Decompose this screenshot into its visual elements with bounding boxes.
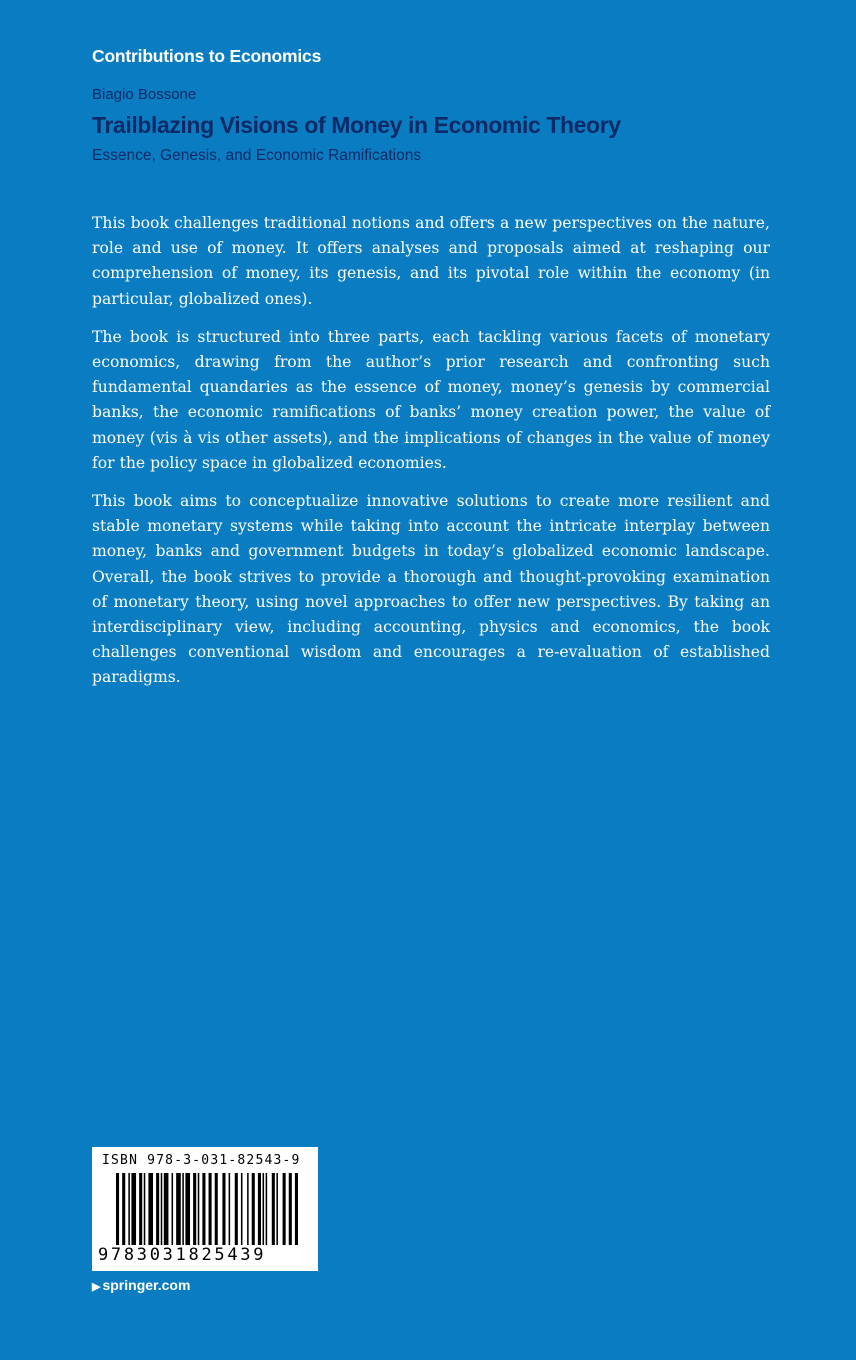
barcode-bar: [193, 1173, 196, 1245]
barcode-bar: [241, 1173, 243, 1245]
blurb-paragraph: This book aims to conceptualize innovative solutions to create more resilient and stable monetary systems while taking into account the intricate interplay between money, banks and government budgets in today’s globalized economic landscape. Overall, the book strives to provide a thorough and thought-provoking examination of monetary theory, using novel approaches to offer new perspectives. By taking an interdisciplinary view, including accounting, physics and economics, the book challenges conventional wisdom and encourages a re-evaluation of established paradigms.: [92, 492, 770, 687]
barcode-bar: [295, 1173, 298, 1245]
barcode-bar: [235, 1173, 238, 1245]
barcode-bar: [116, 1173, 119, 1245]
barcode-bar: [222, 1173, 225, 1245]
author-name: Biagio Bossone: [92, 86, 197, 103]
publisher-link[interactable]: [92, 1277, 190, 1293]
barcode-bar: [172, 1173, 174, 1245]
barcode-bar: [229, 1173, 231, 1245]
blurb-paragraph: The book is structured into three parts, each tackling various facets of monetary economics, drawing from the author’s prior research and confronting such fundamental quandaries as the essence of money, money’s genesis by commercial banks, the economic ramifications of banks’ money creation power, the value of money (vis à vis other assets), and the implications of changes in the value of money for the policy space in globalized economies.: [92, 327, 770, 472]
barcode-bar: [176, 1173, 181, 1245]
series-name: Contributions to Economics: [92, 46, 322, 66]
triangle-right-icon: ▶: [92, 1281, 101, 1293]
barcode-bar: [128, 1173, 130, 1245]
barcode-bar: [139, 1173, 142, 1245]
blurb: [92, 211, 770, 704]
barcode-bar: [258, 1173, 261, 1245]
barcode-bar: [252, 1173, 255, 1245]
barcode-digits: 9783031825439: [98, 1245, 267, 1265]
barcode-bar: [276, 1173, 278, 1245]
barcode-bar: [209, 1173, 212, 1245]
barcode-box: [92, 1147, 318, 1271]
barcode-bar: [272, 1173, 275, 1245]
barcode-bar: [263, 1173, 265, 1245]
barcode-bar: [215, 1173, 218, 1245]
barcode-bar: [144, 1173, 146, 1245]
isbn-label: ISBN 978-3-031-82543-9: [102, 1153, 301, 1168]
barcode-bar: [185, 1173, 190, 1245]
barcode-bar: [131, 1173, 136, 1245]
barcode-bar: [161, 1173, 163, 1245]
barcode-bar: [148, 1173, 153, 1245]
book-subtitle: Essence, Genesis, and Economic Ramifications: [92, 147, 422, 164]
blurb-paragraph: This book challenges traditional notions and offers a new perspectives on the nature, role and use of money. It offers analyses and proposals aimed at reshaping our comprehension of money, its genesis, and its pivotal role within the economy (in particular, globalized ones).: [92, 214, 770, 308]
barcode-bar: [122, 1173, 125, 1245]
publisher-url: springer.com: [102, 1277, 191, 1293]
book-title: Trailblazing Visions of Money in Economic Theory: [92, 112, 621, 138]
barcode-bar: [198, 1173, 200, 1245]
barcode-bar: [289, 1173, 292, 1245]
barcode-bar: [247, 1173, 249, 1245]
barcode-bar: [182, 1173, 184, 1245]
barcode-bar: [266, 1173, 268, 1245]
barcode-graphic: [116, 1173, 298, 1245]
barcode-bar: [164, 1173, 169, 1245]
barcode-bar: [202, 1173, 205, 1245]
barcode-bar: [283, 1173, 286, 1245]
barcode-bar: [156, 1173, 159, 1245]
